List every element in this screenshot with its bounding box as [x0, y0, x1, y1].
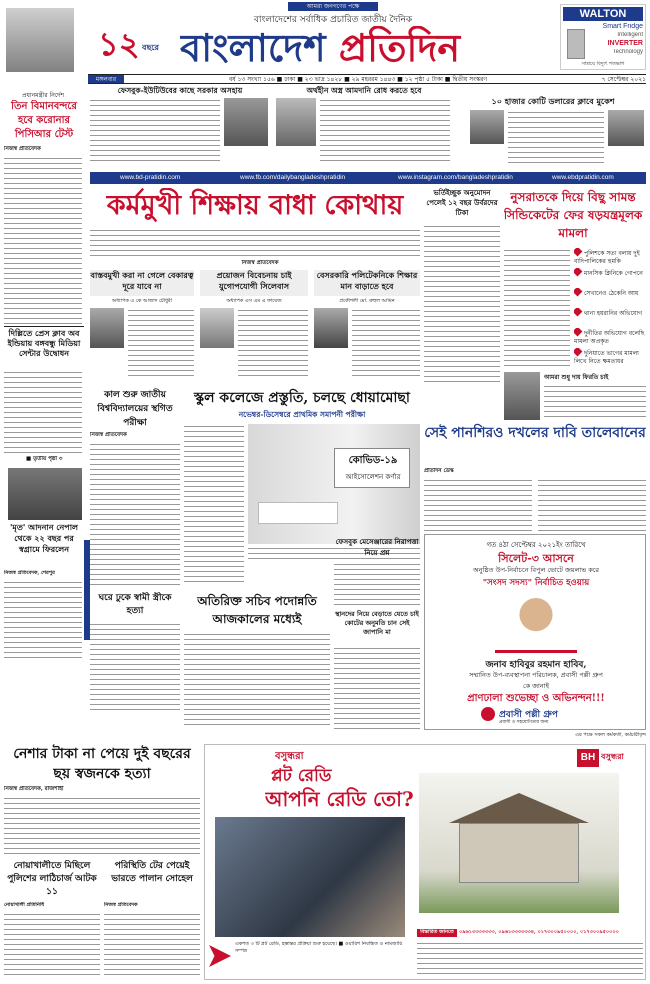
sub-right-headline: বেসরকারি পলিটেকনিকে শিক্ষার মান বাড়াতে হবে: [314, 270, 420, 296]
anniversary-word: বছরে: [142, 42, 159, 52]
sub-right-photo: [314, 308, 348, 348]
walton-line3: INVERTER: [607, 40, 643, 47]
greeting-footer: এর পক্ষে সকল কর্মকর্তা, কর্মচারীবৃন্দ: [575, 732, 646, 738]
fb-story[interactable]: [334, 536, 420, 606]
sign-line-2: আইসোলেশন কর্ণার: [345, 473, 401, 481]
exam-byline: নিজস্ব প্রতিবেদক: [90, 432, 127, 438]
teaser-3-photo-a: [470, 110, 504, 144]
adnan-byline: নিজস্ব প্রতিবেদক, শেরপুর: [4, 570, 55, 576]
greeting-wish-pre: কে জানাই: [522, 682, 550, 690]
bed-shape: [258, 502, 338, 524]
paper-name: [180, 26, 480, 70]
drug-headline[interactable]: নেশার টাকা না পেয়ে দুই বছরের ছয় স্বজনকে হত্যা: [13, 746, 191, 782]
teaser-1-body: [90, 98, 220, 164]
left-body-2: [4, 370, 82, 456]
top-teasers: [90, 86, 646, 170]
greeting-sponsor: প্রবাসী পল্লী গ্রুপ: [499, 710, 558, 719]
sub-left-photo: [90, 308, 124, 348]
sub-mid-headline: প্রয়োজন বিবেচনায় চাই যুগোপযোগী সিলেবাস: [200, 270, 308, 296]
greeting-name: জনাব হাবিবুর রহমান হাবিব,: [485, 660, 587, 669]
bullet-item-2: [574, 268, 646, 286]
walton-line4: Technology: [612, 49, 643, 55]
sub-left-headline: বাস্তবমুখী করা না গেলে বেকারত্ব দূরে যাবে না: [90, 270, 194, 296]
ad-right-logo: BH: [577, 749, 599, 767]
nusrat-headline[interactable]: নুসরাতকে দিয়ে বিছু সামন্ত সিন্ডিকেটের ফের ষড়যন্ত্রমূলক মামলা: [504, 190, 643, 240]
issue-line: বর্ষ ১৩ সংখ্যা ১৫৬ ■ ঢাকা ■ ২৩ ভাদ্র ১৪২৮ ■ ২৯ মহররম ১৪৪৩ ■ ১২ পৃষ্ঠা ৫ টাকা ■ দ্বিতীয় সংস্করণ: [228, 76, 488, 83]
fb-body: [334, 562, 420, 606]
pm-caption: প্রধানমন্ত্রীর নির্দেশ: [22, 92, 64, 99]
isolation-sign: [334, 448, 410, 488]
noakhali-body: [4, 912, 100, 978]
delhi-headline: দিল্লিতে প্রেস ক্লাব অব ইন্ডিয়ায় বঙ্গবন্ধু মিডিয়া সেন্টার উদ্বোধন: [7, 328, 81, 358]
sohel-headline[interactable]: পরিস্থিতি টের পেয়েই ভারতে পালান সোহেল: [111, 861, 193, 884]
teaser-2-photo: [276, 98, 316, 146]
greeting-photo: [495, 591, 577, 653]
isolation-room-photo: [248, 424, 420, 544]
wife-story[interactable]: [90, 592, 180, 712]
quote-line: আমরা শুধু দায় ফিরতি চাই: [544, 374, 609, 381]
bullet-item-6: [574, 348, 646, 366]
paper-name-part2: প্রতিদিন: [338, 26, 461, 70]
sub-mid-by: অধ্যাপক এস এম এ ফায়েজ: [226, 298, 282, 304]
noakhali-by: নোয়াখালী প্রতিনিধি: [4, 902, 45, 908]
sub-left-body: [128, 308, 194, 380]
school-headline: স্কুল কলেজে প্রস্তুতি, চলছে ধোয়ামোছা: [194, 390, 410, 406]
lead-headline: কর্মমুখী শিক্ষায় বাধা কোথায়: [106, 190, 404, 221]
bullet-text: থানা হয়রানির অভিযোগ: [584, 310, 643, 317]
teaser-1-headline: ফেসবুক-ইউটিউবের কাছে সরকার অসহায়: [117, 86, 243, 95]
sohel-by: নিজস্ব প্রতিবেদক: [104, 902, 138, 908]
nusrat-photo: [504, 372, 540, 420]
bullet-item-5: [574, 328, 646, 346]
exam-headline: কাল শুরু জাতীয় বিশ্ববিদ্যালয়ের স্থগিত পরীক্ষা: [97, 390, 173, 428]
secretary-story[interactable]: [184, 592, 330, 728]
bullet-icon: [574, 248, 582, 256]
date-strip: [88, 74, 646, 84]
greeting-ad: [424, 534, 646, 730]
ad-right-brand: বসুন্ধরা: [601, 751, 624, 761]
divider: [4, 326, 84, 327]
bullet-icon: [574, 308, 582, 316]
bullet-text: দুর্নীতির অভিযোগ বলেছি মামলা অপ্রকৃত: [574, 330, 645, 345]
anniversary-badge: [98, 24, 170, 64]
panshir-body-1: [424, 478, 532, 532]
vaccine-body: [424, 224, 500, 384]
house-body: [459, 823, 579, 883]
bullet-icon: [574, 268, 582, 276]
japanese-mom-headline: স্থানদের নিয়ে বেড়াতে যেতে চাই কোটের অনুমতি চান সেই জাপানি মা: [335, 610, 419, 636]
nusrat-bullets: [574, 248, 646, 368]
sponsor-logo-icon: [481, 707, 495, 721]
lead-story[interactable]: [90, 188, 420, 384]
paper-subtitle: বাংলাদেশের সর্বাধিক প্রচারিত জাতীয় দৈনিক: [253, 15, 413, 24]
masthead: [0, 0, 650, 72]
bullet-icon: [574, 348, 582, 356]
walton-logo: WALTON: [563, 7, 643, 21]
panshir-story[interactable]: [424, 422, 646, 532]
ad-house-illustration: [419, 773, 619, 913]
bullet-item-4: [574, 308, 646, 326]
sub-mid-body: [238, 308, 308, 380]
secretary-body: [184, 632, 330, 728]
bullet-text: দুনিয়াতে ভাগের মামলা লিখে নিতে ক্ষমতাধর: [574, 350, 639, 365]
drug-byline: নিজস্ব প্রতিবেদক, রাজশাহী: [4, 786, 64, 792]
ad-tagline-a: প্লট রেডি: [271, 766, 332, 785]
instagram-link[interactable]: www.instagram.com/bangladeshpratidin: [398, 174, 513, 181]
walton-ad: [560, 4, 646, 70]
bullet-item-1: [574, 248, 646, 266]
lead-sub-mid: [200, 270, 308, 382]
school-sub: নভেম্বর-ডিসেম্বরে প্রাথমিক সমাপনী পরীক্ষা: [238, 410, 366, 419]
greeting-line4: "সংসদ সদস্য" নির্বাচিত হওয়ায়: [482, 578, 590, 588]
bullet-text: মানসিক ক্লিনিকে গোপনে: [584, 270, 643, 277]
bullet-icon: [574, 328, 582, 336]
anniversary-number: ১২: [98, 25, 140, 63]
teaser-3[interactable]: [460, 86, 646, 170]
pm-headline: তিন বিমানবন্দরে হবে করোনার পিসিআর টেস্ট: [11, 101, 77, 140]
teaser-1-photo: [224, 98, 268, 146]
japanese-mom-body: [334, 646, 420, 730]
lead-sub-right: [314, 270, 420, 382]
bullet-text: পুলিশকে সত্য বলায় দুই বাদিপালিকের হুমকি: [574, 250, 640, 265]
elderly-photo: [8, 468, 82, 520]
issue-date: ৭ সেপ্টেম্বর ২০২১: [601, 76, 646, 83]
sohel-body: [104, 912, 200, 978]
facebook-link[interactable]: www.fb.com/dailybangladeshpratidin: [240, 174, 346, 181]
sub-left-by: অধ্যাপক এ কে আজাদ চৌধুরী: [111, 298, 173, 304]
house-roof: [449, 793, 589, 823]
ad-hotline: ০৯৬১৩৩৩৩৩৩৩, ০৯৬১৩৩৩৩৩৩৪, ০১৭৩০০৯৫০০০০, ০১৭৩০০৯৫০০০০: [459, 929, 619, 935]
bullet-icon: [574, 288, 582, 296]
wife-body: [90, 622, 180, 712]
greeting-line1: গত ৪ঠা সেপ্টেম্বর ২০২১ইং তারিখে: [486, 541, 586, 549]
ad-fine-print: একশত ৩ টি প্লট রেডি, হস্তান্তর প্রক্রিয়া শুরু হয়েছে। ■ ওয়ারিশ নিবন্ধিত ও নামজারি সম্পন্ন: [235, 941, 403, 954]
greeting-role: সম্মানিত উপ-ব্যবস্থাপনা পরিচালক, প্রবাসী পল্লী গ্রুপ: [469, 671, 603, 679]
vaccine-story[interactable]: [424, 188, 500, 384]
walton-caption: সাশ্রয়ে বিদ্যুৎ শতভাগ: [581, 61, 625, 67]
greeting-wish: প্রাণঢালা শুভেচ্ছা ও অভিনন্দন!!!: [467, 693, 605, 704]
panshir-headline: সেই পানশিরও দখলের দাবি তালেবানের: [424, 425, 646, 441]
fb-headline: ফেসবুক মেসেঞ্জারের নিরাপত্তা নিয়ে প্রশ্ন: [335, 537, 419, 557]
ad-hotline-label: বিস্তারিত জানতে: [417, 929, 457, 937]
sub-mid-photo: [200, 308, 234, 348]
bullet-text: সেখানেও ঠেকেনি আয়: [584, 290, 639, 297]
greeting-line2: সিলেট-৩ আসনে: [498, 552, 574, 564]
sub-right-by: প্রকৌশলী মো. রুহুল আমিন: [339, 298, 395, 304]
exam-body: [90, 442, 180, 588]
lead-byline: নিজস্ব প্রতিবেদক: [241, 260, 279, 266]
lead-intro: [90, 228, 420, 258]
wife-headline: ঘরে ঢুকে স্বামী স্ত্রীকে হত্যা: [98, 593, 172, 616]
panshir-by: প্রতিদিন ডেস্ক: [424, 468, 454, 474]
day-badge: মঙ্গলবার: [88, 75, 124, 84]
greeting-line3: অনুষ্ঠিত উপ-নির্বাচনে বিপুল ভোটে জয়লাভ করে: [473, 566, 599, 574]
bashundhara-ad: [204, 744, 646, 980]
drug-body: [4, 796, 200, 856]
page-ref: ■ তৃতীয় পৃষ্ঠা ৩: [26, 456, 63, 462]
lead-sub-left: [90, 270, 194, 382]
walton-line1: Smart Fridge: [602, 23, 643, 30]
vaccine-headline: ভর্তিইচ্ছুক অনুমোদন পেলেই ১২ বছর উর্বরদের টিকা: [426, 188, 498, 217]
secretary-headline: অতিরিক্ত সচিব পদোন্নতি আজকালের মধ্যেই: [197, 594, 317, 626]
school-body: [184, 424, 244, 584]
teaser-3-body: [508, 110, 604, 164]
teaser-2-headline: অর্থহীন অস্ত্র আমদানি রোধ করতে হবে: [306, 86, 422, 95]
epaper-link[interactable]: www.ebdpratidin.com: [552, 174, 614, 181]
pm-photo: [6, 8, 74, 72]
exam-story[interactable]: [90, 388, 180, 588]
noakhali-headline[interactable]: নোয়াখালীতে মিছিলে পুলিশের লাঠিচার্জ আটক ১১: [7, 861, 97, 897]
japanese-mom-story[interactable]: [334, 610, 420, 730]
greeting-sponsor-sub: প্রবাসী ও সহযোগিতার জন্য: [499, 720, 549, 725]
left-body-3: [4, 580, 82, 660]
left-body-1: [4, 156, 82, 324]
walton-line2: Intelligent: [617, 32, 643, 38]
social-bar: [90, 172, 646, 184]
bullet-item-3: [574, 288, 646, 306]
ad-addresses: [417, 941, 643, 975]
ad-tagline-b: আপনি রেডি তো?: [265, 787, 414, 811]
sign-line-1: কোভিড-১৯: [348, 455, 398, 466]
bottom-left: [4, 744, 200, 980]
top-tagline: আমরা জনগণের পক্ষে: [288, 2, 378, 11]
fridge-icon: [567, 29, 585, 59]
ad-people-photo: [215, 817, 405, 937]
left-byline: নিজস্ব প্রতিবেদক: [4, 146, 41, 152]
web-link[interactable]: www.bd-pratidin.com: [120, 174, 181, 181]
panshir-body-2: [538, 478, 646, 532]
teaser-1[interactable]: [90, 86, 270, 170]
teaser-3-headline: ১০ হাজার কোটি ডলারের ক্লাবে মুকেশ: [491, 96, 615, 106]
teaser-3-photo-b: [608, 110, 644, 146]
sub-right-body: [352, 308, 420, 380]
nusrat-body-2: [544, 384, 646, 420]
ad-brand: বসুন্ধরা: [275, 751, 304, 762]
adnan-headline: 'মৃত' আদনান নেপাল থেকে ২২ বছর পর স্বগ্রামে ফিরলেন: [9, 522, 79, 554]
paper-name-part1: বাংলাদেশ: [180, 26, 339, 70]
left-column: [4, 90, 84, 796]
teaser-2-body: [320, 98, 450, 164]
teaser-2[interactable]: [276, 86, 452, 170]
nusrat-body: [504, 248, 570, 368]
